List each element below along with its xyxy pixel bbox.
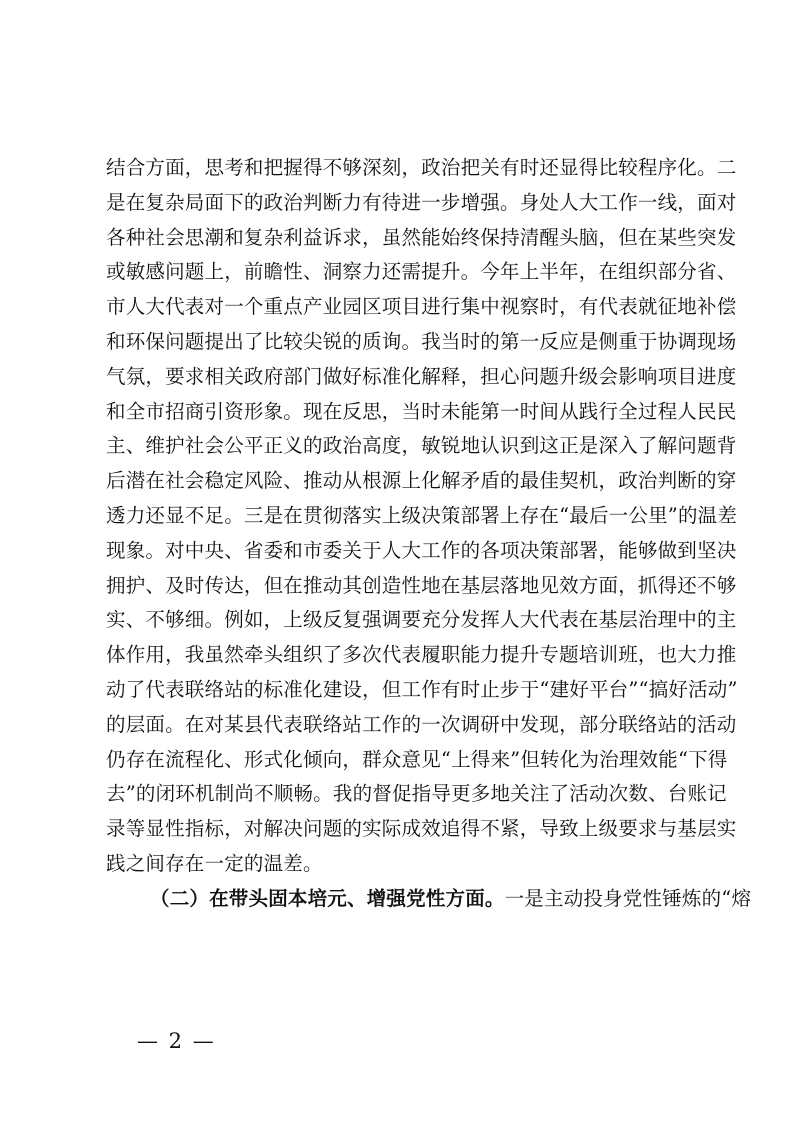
section-continuation: 一是主动投身党性锤炼的“熔 — [504, 886, 752, 910]
paragraph-line: 或敏感问题上，前瞻性、洞察力还需提升。今年上半年，在组织部分省、 — [106, 260, 737, 284]
paragraph-line: 动了代表联络站的标准化建设，但工作有时止步于“建好平台”“搞好活动” — [106, 677, 738, 701]
paragraph-line: 拥护、及时传达，但在推动其创造性地在基层落地见效方面，抓得还不够 — [106, 573, 737, 597]
page-number: — 2 — — [137, 1029, 216, 1053]
paragraph-line: 透力还显不足。三是在贯彻落实上级决策部署上存在“最后一公里”的温差 — [106, 503, 738, 527]
paragraph-line: 和环保问题提出了比较尖锐的质询。我当时的第一反应是侧重于协调现场 — [106, 329, 737, 353]
paragraph-line: 是在复杂局面下的政治判断力有待进一步增强。身处人大工作一线，面对 — [106, 190, 737, 214]
paragraph-line: 实、不够细。例如，上级反复强调要充分发挥人大代表在基层治理中的主 — [106, 608, 737, 632]
paragraph-line: 仍存在流程化、形式化倾向，群众意见“上得来”但转化为治理效能“下得 — [106, 747, 728, 771]
paragraph-line: 主、维护社会公平正义的政治高度，敏锐地认识到这正是深入了解问题背 — [106, 434, 737, 458]
paragraph-line: 去”的闭环机制尚不顺畅。我的督促指导更多地关注了活动次数、台账记 — [106, 782, 727, 806]
paragraph-line: 和全市招商引资形象。现在反思，当时未能第一时间从践行全过程人民民 — [106, 399, 737, 423]
paragraph-line: 践之间存在一定的温差。 — [106, 851, 323, 875]
paragraph-line: 体作用，我虽然牵头组织了多次代表履职能力提升专题培训班，也大力推 — [106, 643, 737, 667]
paragraph-line: 结合方面，思考和把握得不够深刻，政治把关有时还显得比较程序化。二 — [106, 156, 737, 179]
document-body — [106, 151, 752, 917]
paragraph-line: 后潜在社会稳定风险、推动从根源上化解矛盾的最佳契机，政治判断的穿 — [106, 469, 737, 493]
paragraph-line: 的层面。在对某县代表联络站工作的一次调研中发现，部分联络站的活动 — [106, 712, 737, 736]
paragraph-line: 现象。对中央、省委和市委关于人大工作的各项决策部署，能够做到坚决 — [106, 538, 737, 562]
section-line — [106, 882, 752, 917]
paragraph-line: 市人大代表对一个重点产业园区项目进行集中视察时，有代表就征地补偿 — [106, 295, 737, 319]
paragraph-line: 气氛，要求相关政府部门做好标准化解释，担心问题升级会影响项目进度 — [106, 364, 737, 388]
paragraph-line: 录等显性指标，对解决问题的实际成效追得不紧，导致上级要求与基层实 — [106, 817, 737, 841]
paragraph-line: 各种社会思潮和复杂利益诉求，虽然能始终保持清醒头脑，但在某些突发 — [106, 225, 737, 249]
section-heading: （二）在带头固本培元、增强党性方面。 — [150, 886, 505, 910]
